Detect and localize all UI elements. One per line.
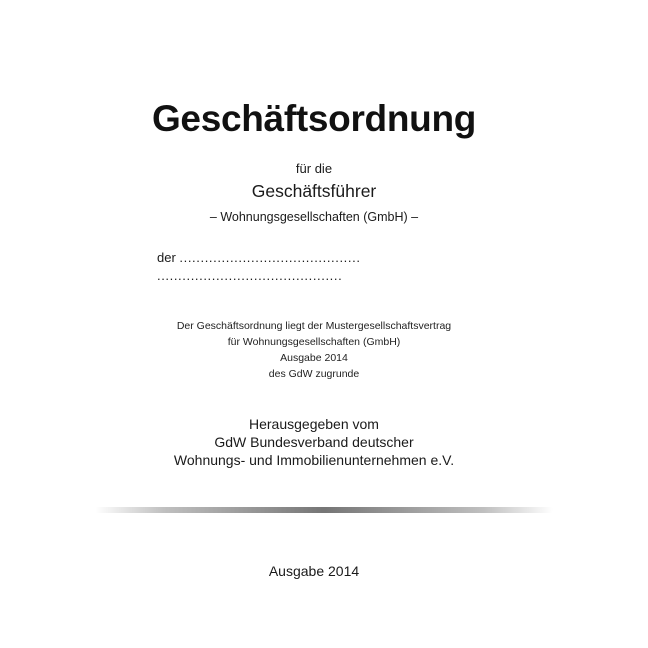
subtitle-for: für die <box>295 161 333 176</box>
subtitle-managing-directors: Geschäftsführer <box>251 181 377 201</box>
fill-in-line-company <box>157 250 361 265</box>
fill-in-dots-second: ............................................ <box>157 268 343 283</box>
note-line: für Wohnungsgesellschaften (GmbH) <box>227 336 401 348</box>
document-title: Geschäftsordnung <box>151 98 477 139</box>
note-line: des GdW zugrunde <box>268 368 360 380</box>
publisher-line: Wohnungs- und Immobilienunternehmen e.V. <box>173 452 455 468</box>
fill-in-prefix: der <box>157 250 176 265</box>
edition-label: Ausgabe 2014 <box>268 563 360 579</box>
note-line: Ausgabe 2014 <box>280 352 348 364</box>
publisher-line: Herausgegeben vom <box>249 416 379 432</box>
publisher-block <box>0 415 628 469</box>
subtitle-housing-companies: – Wohnungsgesellschaften (GmbH) – <box>209 210 419 224</box>
fill-in-dots-first: ........................................... <box>179 250 361 265</box>
note-line: Der Geschäftsordnung liegt der Mustergesellschaftsvertrag <box>176 320 452 332</box>
model-contract-note <box>0 318 628 382</box>
publisher-line: GdW Bundesverband deutscher <box>214 434 414 450</box>
gradient-divider <box>95 507 553 513</box>
